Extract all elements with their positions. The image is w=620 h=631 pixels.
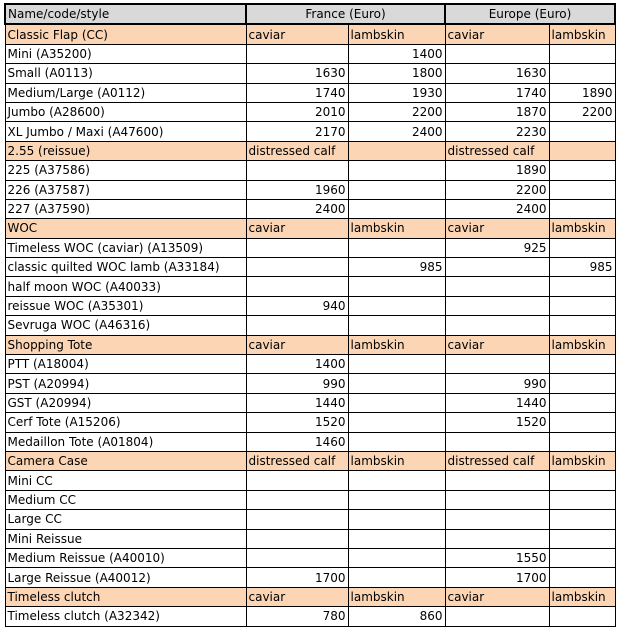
- cell-france-2: [348, 277, 445, 296]
- cell-name: 225 (A37586): [5, 161, 246, 180]
- section-cell-name: Camera Case: [5, 451, 246, 470]
- cell-france-2: [348, 355, 445, 374]
- section-cell-name: Timeless clutch: [5, 587, 246, 606]
- cell-france-1: [246, 471, 348, 490]
- cell-europe-2: [549, 510, 615, 529]
- cell-france-2: 985: [348, 258, 445, 277]
- cell-name: half moon WOC (A40033): [5, 277, 246, 296]
- cell-name: Mini CC: [5, 471, 246, 490]
- table-row: [5, 568, 615, 587]
- section-cell-europe-1: caviar: [445, 219, 549, 238]
- cell-europe-2: [549, 413, 615, 432]
- cell-france-1: 2170: [246, 122, 348, 141]
- section-cell-france-1: caviar: [246, 335, 348, 354]
- section-row: [5, 24, 615, 44]
- table-row: [5, 180, 615, 199]
- cell-name: classic quilted WOC lamb (A33184): [5, 258, 246, 277]
- cell-france-2: 1800: [348, 64, 445, 83]
- cell-france-2: 1400: [348, 44, 445, 63]
- section-cell-france-1: caviar: [246, 24, 348, 44]
- cell-europe-2: [549, 490, 615, 509]
- price-table: [4, 3, 616, 627]
- cell-europe-1: 1550: [445, 548, 549, 567]
- cell-europe-2: [549, 355, 615, 374]
- cell-europe-2: [549, 374, 615, 393]
- section-cell-france-2: lambskin: [348, 24, 445, 44]
- cell-france-1: [246, 510, 348, 529]
- header-name-code-style: Name/code/style: [5, 4, 246, 24]
- cell-france-1: 990: [246, 374, 348, 393]
- cell-france-2: [348, 568, 445, 587]
- section-cell-france-1: caviar: [246, 587, 348, 606]
- cell-europe-2: [549, 568, 615, 587]
- cell-france-1: [246, 161, 348, 180]
- cell-france-1: 1740: [246, 83, 348, 102]
- cell-europe-2: [549, 199, 615, 218]
- table-row: [5, 413, 615, 432]
- cell-france-2: 2200: [348, 102, 445, 121]
- cell-name: Medium CC: [5, 490, 246, 509]
- cell-france-1: 1960: [246, 180, 348, 199]
- cell-france-1: [246, 548, 348, 567]
- cell-europe-1: 990: [445, 374, 549, 393]
- section-cell-france-1: distressed calf: [246, 141, 348, 160]
- cell-france-2: 860: [348, 607, 445, 626]
- table-row: [5, 102, 615, 121]
- cell-france-2: [348, 413, 445, 432]
- section-row: [5, 335, 615, 354]
- section-cell-europe-1: caviar: [445, 24, 549, 44]
- section-cell-name: 2.55 (reissue): [5, 141, 246, 160]
- cell-europe-2: [549, 471, 615, 490]
- section-cell-name: Shopping Tote: [5, 335, 246, 354]
- cell-france-1: 780: [246, 607, 348, 626]
- cell-france-2: [348, 316, 445, 335]
- price-table-body: [5, 4, 615, 626]
- section-cell-name: Classic Flap (CC): [5, 24, 246, 44]
- table-row: [5, 471, 615, 490]
- section-cell-france-1: distressed calf: [246, 451, 348, 470]
- cell-france-1: [246, 529, 348, 548]
- cell-name: Small (A0113): [5, 64, 246, 83]
- table-row: [5, 83, 615, 102]
- cell-france-2: [348, 296, 445, 315]
- cell-europe-2: [549, 44, 615, 63]
- header-row: [5, 4, 615, 24]
- table-row: [5, 355, 615, 374]
- section-row: [5, 141, 615, 160]
- cell-europe-2: [549, 64, 615, 83]
- cell-name: PST (A20994): [5, 374, 246, 393]
- section-cell-france-2: lambskin: [348, 335, 445, 354]
- cell-france-2: [348, 238, 445, 257]
- section-cell-france-1: caviar: [246, 219, 348, 238]
- cell-name: Medium/Large (A0112): [5, 83, 246, 102]
- cell-name: Jumbo (A28600): [5, 102, 246, 121]
- cell-europe-1: [445, 277, 549, 296]
- cell-name: GST (A20994): [5, 393, 246, 412]
- cell-europe-1: 1870: [445, 102, 549, 121]
- table-row: [5, 374, 615, 393]
- cell-france-1: [246, 258, 348, 277]
- cell-europe-1: [445, 529, 549, 548]
- cell-name: Large CC: [5, 510, 246, 529]
- table-row: [5, 258, 615, 277]
- cell-europe-2: [549, 607, 615, 626]
- cell-france-2: 2400: [348, 122, 445, 141]
- cell-france-2: [348, 161, 445, 180]
- cell-name: Medaillon Tote (A01804): [5, 432, 246, 451]
- cell-france-2: [348, 180, 445, 199]
- cell-france-2: [348, 199, 445, 218]
- cell-europe-2: [549, 161, 615, 180]
- cell-europe-1: 1890: [445, 161, 549, 180]
- cell-europe-1: [445, 316, 549, 335]
- table-row: [5, 161, 615, 180]
- section-cell-europe-1: caviar: [445, 335, 549, 354]
- section-cell-europe-2: lambskin: [549, 24, 615, 44]
- cell-name: Mini (A35200): [5, 44, 246, 63]
- cell-europe-2: [549, 296, 615, 315]
- table-row: [5, 44, 615, 63]
- cell-europe-1: 1740: [445, 83, 549, 102]
- cell-europe-1: [445, 258, 549, 277]
- cell-france-2: [348, 529, 445, 548]
- cell-france-2: [348, 374, 445, 393]
- cell-name: Mini Reissue: [5, 529, 246, 548]
- cell-france-1: [246, 490, 348, 509]
- cell-europe-1: [445, 510, 549, 529]
- cell-europe-1: [445, 432, 549, 451]
- cell-name: Medium Reissue (A40010): [5, 548, 246, 567]
- cell-france-1: 2010: [246, 102, 348, 121]
- section-cell-europe-2: lambskin: [549, 587, 615, 606]
- cell-name: Cerf Tote (A15206): [5, 413, 246, 432]
- cell-france-1: [246, 44, 348, 63]
- cell-europe-1: 1700: [445, 568, 549, 587]
- cell-france-1: 1460: [246, 432, 348, 451]
- section-row: [5, 587, 615, 606]
- section-cell-france-2: lambskin: [348, 219, 445, 238]
- cell-name: reissue WOC (A35301): [5, 296, 246, 315]
- cell-france-1: 1520: [246, 413, 348, 432]
- section-cell-europe-1: distressed calf: [445, 141, 549, 160]
- cell-name: Large Reissue (A40012): [5, 568, 246, 587]
- table-row: [5, 432, 615, 451]
- header-france: France (Euro): [246, 4, 445, 24]
- table-row: [5, 529, 615, 548]
- section-cell-france-2: [348, 141, 445, 160]
- cell-europe-2: [549, 122, 615, 141]
- cell-europe-2: 985: [549, 258, 615, 277]
- cell-france-1: 1400: [246, 355, 348, 374]
- section-cell-europe-2: lambskin: [549, 219, 615, 238]
- section-cell-europe-2: [549, 141, 615, 160]
- cell-france-2: [348, 393, 445, 412]
- cell-france-2: 1930: [348, 83, 445, 102]
- cell-europe-1: [445, 471, 549, 490]
- section-row: [5, 219, 615, 238]
- cell-france-1: 1630: [246, 64, 348, 83]
- cell-europe-2: [549, 316, 615, 335]
- section-cell-france-2: lambskin: [348, 451, 445, 470]
- cell-europe-2: [549, 548, 615, 567]
- section-cell-europe-1: caviar: [445, 587, 549, 606]
- cell-name: PTT (A18004): [5, 355, 246, 374]
- cell-europe-1: 2230: [445, 122, 549, 141]
- cell-france-2: [348, 490, 445, 509]
- table-row: [5, 277, 615, 296]
- cell-name: XL Jumbo / Maxi (A47600): [5, 122, 246, 141]
- cell-europe-2: [549, 277, 615, 296]
- cell-name: 227 (A37590): [5, 199, 246, 218]
- cell-france-1: 1700: [246, 568, 348, 587]
- cell-europe-2: [549, 180, 615, 199]
- table-row: [5, 199, 615, 218]
- table-row: [5, 296, 615, 315]
- table-row: [5, 64, 615, 83]
- cell-europe-1: 1630: [445, 64, 549, 83]
- cell-france-2: [348, 510, 445, 529]
- table-row: [5, 238, 615, 257]
- cell-france-2: [348, 548, 445, 567]
- cell-europe-1: 925: [445, 238, 549, 257]
- table-row: [5, 122, 615, 141]
- cell-europe-2: 2200: [549, 102, 615, 121]
- cell-france-1: [246, 277, 348, 296]
- cell-france-2: [348, 432, 445, 451]
- cell-france-1: [246, 238, 348, 257]
- section-cell-france-2: lambskin: [348, 587, 445, 606]
- table-row: [5, 510, 615, 529]
- cell-europe-2: [549, 432, 615, 451]
- cell-france-1: 2400: [246, 199, 348, 218]
- section-cell-name: WOC: [5, 219, 246, 238]
- cell-france-2: [348, 471, 445, 490]
- section-row: [5, 451, 615, 470]
- table-row: [5, 393, 615, 412]
- cell-europe-1: 2200: [445, 180, 549, 199]
- cell-europe-1: [445, 490, 549, 509]
- cell-name: Sevruga WOC (A46316): [5, 316, 246, 335]
- table-row: [5, 490, 615, 509]
- table-row: [5, 316, 615, 335]
- cell-europe-2: [549, 238, 615, 257]
- cell-europe-1: [445, 296, 549, 315]
- cell-name: 226 (A37587): [5, 180, 246, 199]
- cell-europe-1: 2400: [445, 199, 549, 218]
- cell-france-1: [246, 316, 348, 335]
- cell-europe-2: 1890: [549, 83, 615, 102]
- section-cell-europe-2: lambskin: [549, 335, 615, 354]
- table-row: [5, 607, 615, 626]
- cell-europe-2: [549, 529, 615, 548]
- cell-europe-1: [445, 44, 549, 63]
- cell-france-1: 1440: [246, 393, 348, 412]
- cell-europe-1: 1520: [445, 413, 549, 432]
- table-row: [5, 548, 615, 567]
- cell-france-1: 940: [246, 296, 348, 315]
- section-cell-europe-1: distressed calf: [445, 451, 549, 470]
- cell-europe-2: [549, 393, 615, 412]
- cell-europe-1: [445, 355, 549, 374]
- cell-europe-1: [445, 607, 549, 626]
- cell-name: Timeless WOC (caviar) (A13509): [5, 238, 246, 257]
- cell-name: Timeless clutch (A32342): [5, 607, 246, 626]
- section-cell-europe-2: lambskin: [549, 451, 615, 470]
- header-europe: Europe (Euro): [445, 4, 615, 24]
- cell-europe-1: 1440: [445, 393, 549, 412]
